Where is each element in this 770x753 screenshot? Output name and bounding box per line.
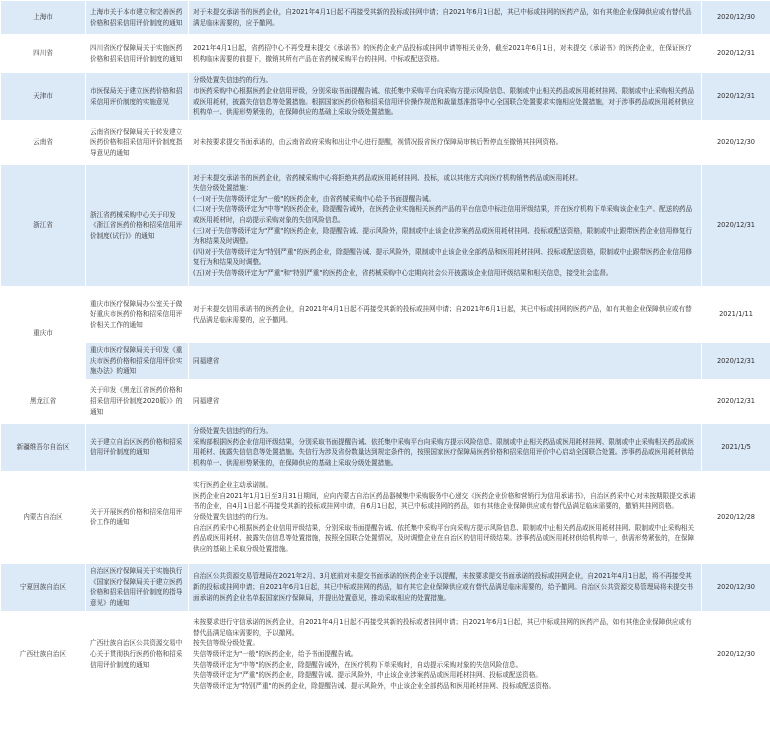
date-cell: 2021/1/5 [702, 423, 770, 471]
policy-content-cell [189, 121, 702, 165]
content-line: 同福建省 [193, 396, 220, 405]
date-cell: 2020/12/30 [702, 563, 770, 611]
policy-table-body [1, 1, 770, 698]
date-cell: 2020/12/31 [702, 165, 770, 287]
province-cell: 新疆维吾尔自治区 [1, 423, 86, 471]
content-line: 采购部根据医药企业信用评级结果，分别采取书面提醒告诫、依托集中采购平台向采购方提示风险信息、限制或中止相关药品或医用耗材挂网、限制或中止采购相关药品或医用耗材、披露失信信息等处置措施。失信行为涉及省份数量达到规定条件的，按照国家医疗保障局医药价格和招采信用评价中心启动全国联合处置。涉事药品或医用耗材供给机构单一、供需形势紧张的，在保障供应的基础上采取分级处置措施。 [193, 437, 695, 467]
policy-content-cell [189, 379, 702, 423]
table-row [1, 471, 770, 563]
policy-title-cell: 四川省医疗保障局关于实施医药价格和招采信用评价制度的通知 [86, 35, 189, 73]
table-row [1, 35, 770, 73]
province-cell: 内蒙古自治区 [1, 471, 86, 563]
content-line: (五)对于失信等级评定为"严重"和"特别严重"的医药企业，省药械采购中心定期向社会公开披露该企业信用评级结果和相关信息，接受社会监督。 [193, 268, 613, 277]
table-row [1, 563, 770, 611]
content-line: 失信等级评定为"特别严重"的医药企业，除提醒告诫、提示风险外，中止该企业全部药品和医用耗材挂网、投标或配送资格。 [193, 681, 556, 690]
policy-content-cell [189, 165, 702, 287]
date-cell: 2020/12/31 [702, 35, 770, 73]
policy-content-cell [189, 35, 702, 73]
table-row [1, 165, 770, 287]
province-cell: 重庆市 [1, 287, 86, 380]
content-line: 自治区药采中心根据医药企业信用评级结果，分别采取书面提醒告诫、依托集中采购平台向采购方提示风险信息、限制或中止相关药品或医用耗材挂网、限制或中止采购相关药品或医用耗材、披露失信信息等处置措施，按照全国联合处置情况，及时调整企业在自治区的信用评级结果。涉事药品或医用耗材供给机构单一，供需形势紧张的，在保障供应的基础上采取分级处置措施。 [193, 523, 695, 553]
province-cell: 四川省 [1, 35, 86, 73]
date-cell: 2021/1/11 [702, 287, 770, 343]
province-cell: 宁夏回族自治区 [1, 563, 86, 611]
content-line: (二)对于失信等级评定为"中等"的医药企业，除提醒告诫外，在医药企业实施相关医药产品的平台信息中标注信用评级结果，并在医疗机构下单采购该企业生产、配送的药品或医用耗材时，自动提示采购对象的失信风险信息。 [193, 205, 693, 224]
province-cell: 上海市 [1, 1, 86, 35]
content-line: 失信分级处置措施： [193, 184, 253, 193]
policy-title-cell: 市医保局关于建立医药价格和招采信用评价制度的实施意见 [86, 73, 189, 121]
policy-title-cell: 上海市关于本市建立和完善医药价格和招采信用评价制度的通知 [86, 1, 189, 35]
policy-title-cell: 关于印发《黑龙江省医药价格和招采信用评价制度2020版》》的通知 [86, 379, 189, 423]
date-cell: 2020/12/30 [702, 611, 770, 697]
content-line: 分级处置失信违约的行为。 [193, 512, 273, 521]
table-row [1, 73, 770, 121]
province-cell: 黑龙江省 [1, 379, 86, 423]
policy-content-cell [189, 287, 702, 343]
table-row [1, 423, 770, 471]
content-line: 医药企业自2021年1月1日至3月31日期间，应向内蒙古自治区药品器械集中采购服务中心递交《医药企业价格和营销行为信用承诺书》，自治区药采中心对未按期限提交承诺书的企业，自4月1日起不再接受其新的投标或挂网申请，自6月1日起，其已中标或挂网的药品，如有其他企业保障供应或有替代品满足临床需要的，撤销其挂网资格。 [193, 491, 696, 511]
content-line: 对于未提交信用承诺书的医药企业，自2021年4月1日起不再接受其新的投标或挂网申请；自2021年6月1日起，其已中标或挂网的医药产品，如有其他企业保障供应或有替代品满足临床需要的，应予撤网。 [193, 304, 692, 324]
policy-content-cell [189, 1, 702, 35]
content-line: 对未按要求提交书面承诺的，由云南省政府采购和出让中心进行提醒，视情况报省医疗保障局审核后暂停直至撤销其挂网资格。 [193, 138, 563, 147]
date-cell: 2020/12/30 [702, 1, 770, 35]
content-line: (四)对于失信等级评定为"特别严重"的医药企业，除提醒告诫、提示风险外，限制或中止该企业全部药品和医用耗材挂网、投标或配送资格，限制或中止跟带医药企业信用修复行为和结果及时调整。 [193, 247, 693, 267]
content-line: (一)对于失信等级评定为"一般"的医药企业，由省药械采购中心给予书面提醒告诫。 [193, 194, 435, 203]
policy-content-cell [189, 343, 702, 380]
province-cell: 广西壮族自治区 [1, 611, 86, 697]
province-cell: 天津市 [1, 73, 86, 121]
date-cell: 2020/12/28 [702, 471, 770, 563]
content-line: 分级处置失信违约的行为。 [193, 427, 273, 436]
policy-title-cell: 广西壮族自治区公共资源交易中心关于贯彻执行医药价格和招采信用评价制度的通知 [86, 611, 189, 697]
content-line: 失信等级评定为"中等"的医药企业，除提醒告诫外，在医疗机构下单采购时，自动提示采购对象的失信风险信息。 [193, 660, 523, 669]
content-line: 同福建省 [193, 356, 220, 365]
content-line: 对于未提交承诺书的医药企业，省药械采购中心将拒绝其药品或医用耗材挂网、投标，或以其他方式向医疗机构销售药品或医用耗材。 [193, 173, 583, 182]
content-line: 对于未提交承诺书的医药企业，自2021年4月1日起不再接受其新的投标或挂网申请；自2021年6月1日起，其已中标或挂网的医药产品，如有其他企业保障供应或有替代品满足临床需要的，应予撤网。 [193, 7, 692, 27]
content-line: 未按要求进行守信承诺的医药企业，自2021年4月1日起不再接受其新的投标或者挂网申请；自2021年6月1日起，其已中标或挂网的医药产品，如有其他企业保障供应或有替代品满足临床需要的，予以撤网。 [193, 618, 692, 637]
date-cell: 2020/12/31 [702, 379, 770, 423]
date-cell: 2020/12/30 [702, 121, 770, 165]
policy-title-cell: 关于开展医药价格和招采信用评价工作的通知 [86, 471, 189, 563]
table-row [1, 611, 770, 697]
content-line: 2021年4月1日起，省药招中心不再受理未提交《承诺书》的医药企业产品投标或挂网申请等相关业务，截至2021年6月1日，对未提交《承诺书》的医药企业，在保证医疗机构临床需要的前提下，撤销其所有产品在省药械采购平台的挂网、中标或配送资格。 [193, 43, 692, 63]
province-cell: 云南省 [1, 121, 86, 165]
table-row [1, 343, 770, 380]
content-line: 实行医药企业主动承诺制。 [193, 481, 273, 490]
content-line: 自治区公共资源交易管理局在2021年2月、3月底前对未提交书面承诺的医药企业予以提醒，未按要求提交书面承诺的投标或挂网企业，自2021年4月1日起，将不再接受其新的投标或挂网申请；自2021年6月1日起，其已中标或挂网的药品，如有其它企业保障供应或有替代品满足临床需要的，给予撤网。自治区公共资源交易管理局将未提交书面承诺的医药企业名单报国家医疗保障局，并提出处置意见，推动采取相应的处置措施。 [193, 572, 693, 602]
content-line: (三)对于失信等级评定为"严重"的医药企业，除提醒告诫、提示风险外，限制或中止该企业涉案药品或医用耗材挂网、投标或配送资格，限制或中止跟带医药企业信用修复行为和结果及时调整。 [193, 226, 693, 246]
policy-title-cell: 重庆市医疗保障局办公室关于做好重庆市医药价格和招采信用评价相关工作的通知 [86, 287, 189, 343]
policy-title-cell: 浙江省药械采购中心关于印发《浙江省医药价格和招采信用评价制度(试行)》的通知 [86, 165, 189, 287]
policy-title-cell: 自治区医疗保障局关于实施执行《国家医疗保障局关于建立医药价格和招采信用评价制度的指导意见》的通知 [86, 563, 189, 611]
content-line: 失信等级评定为"严重"的医药企业，除提醒告诫、提示风险外，中止该企业涉案药品或医用耗材挂网、投标或配送资格。 [193, 671, 542, 680]
policy-content-cell [189, 611, 702, 697]
date-cell: 2020/12/31 [702, 73, 770, 121]
table-row [1, 1, 770, 35]
table-row [1, 379, 770, 423]
policy-content-cell [189, 471, 702, 563]
content-line: 市医药采购中心根据医药企业信用评级，分别采取书面提醒告诫、依托集中采购平台向采购方提示风险信息、限制或中止相关药品或医用耗材挂网、限制或中止采购相关药品或医用耗材，披露失信信息等处置措施。根据国家医药价格和招采信用评价操作规范和裁量基准指导中心全国联合处置要求实施相应处置措施，对于涉事药品或医用耗材供应机构单一、供需形势紧张的，在保障供应的基础上采取分级处置措施。 [193, 86, 695, 117]
province-cell: 浙江省 [1, 165, 86, 287]
table-row [1, 287, 770, 343]
policy-title-cell: 关于建立自治区医药价格和招采信用评价制度的通知 [86, 423, 189, 471]
policy-content-cell [189, 423, 702, 471]
content-line: 失信等级评定为"一般"的医药企业，给予书面提醒告诫。 [193, 649, 358, 658]
content-line: 分级处置失信违约的行为。 [193, 76, 273, 85]
content-line: 按失信等级分级处置。 [193, 639, 259, 648]
policy-title-cell: 云南省医疗保障局关于转发建立医药价格和招采信用评价制度指导意见的通知 [86, 121, 189, 165]
table-row [1, 121, 770, 165]
policy-content-cell [189, 563, 702, 611]
policy-title-cell: 重庆市医疗保障局关于印发《重庆市医药价格和招采信用评价实施办法》的通知 [86, 343, 189, 380]
date-cell: 2020/12/31 [702, 343, 770, 380]
policy-content-cell [189, 73, 702, 121]
